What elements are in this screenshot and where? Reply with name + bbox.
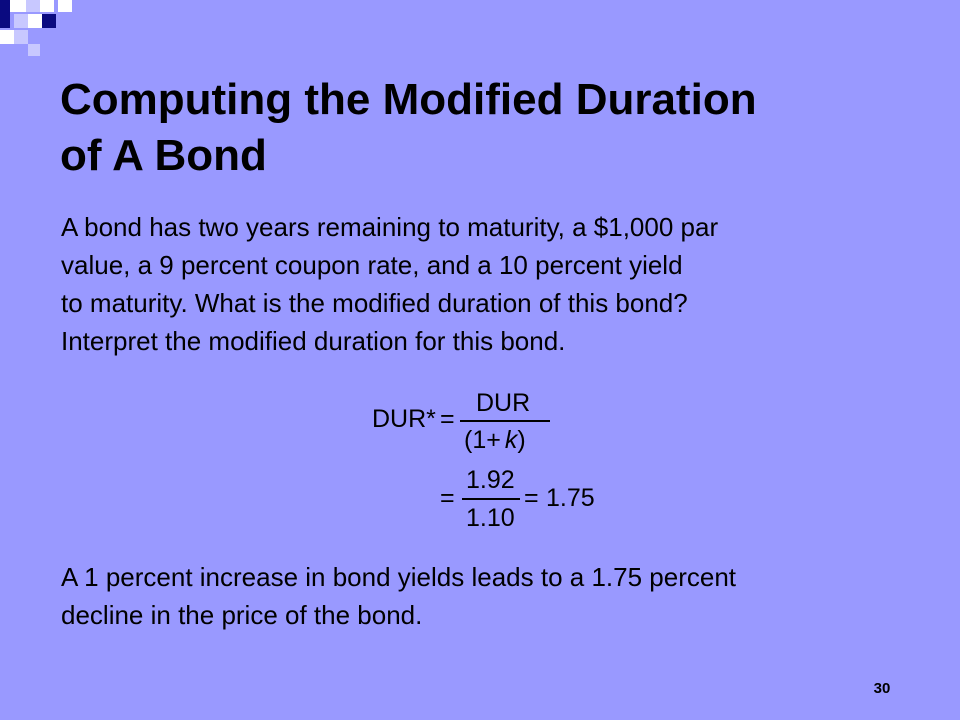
corner-square — [14, 30, 28, 44]
fraction-bar — [460, 420, 550, 422]
corner-square — [28, 44, 40, 56]
formula-numerator: DUR — [476, 389, 531, 417]
modified-duration-formula — [360, 385, 620, 535]
question-line: value, a 9 percent coupon rate, and a 10 percent yield — [61, 250, 683, 280]
formula-lhs: DUR* — [372, 405, 436, 433]
formula-equals-2: = — [440, 484, 455, 512]
corner-square — [0, 0, 10, 28]
denominator-close: ) — [517, 426, 526, 454]
formula-equals-3: = — [524, 484, 539, 512]
question-line: to maturity. What is the modified duration of this bond? — [61, 288, 688, 318]
answer-line: decline in the price of the bond. — [61, 600, 423, 630]
corner-square — [10, 0, 26, 12]
corner-square — [0, 30, 14, 44]
question-text — [61, 208, 921, 360]
title-line: of A Bond — [60, 131, 267, 180]
question-line: Interpret the modified duration for this bond. — [61, 326, 566, 356]
formula-denominator — [464, 426, 526, 454]
denominator-variable: k — [504, 426, 518, 454]
corner-square — [40, 0, 54, 12]
corner-decoration — [0, 0, 960, 60]
title-line: Computing the Modified Duration — [60, 75, 757, 124]
step-numerator: 1.92 — [466, 466, 515, 494]
question-line: A bond has two years remaining to maturity, a $1,000 par — [61, 212, 719, 242]
page-number: 30 — [873, 680, 891, 697]
slide-title — [60, 72, 940, 184]
answer-line: A 1 percent increase in bond yields leads to a 1.75 percent — [61, 562, 736, 592]
denominator-open: (1+ — [464, 426, 501, 454]
formula-equals: = — [440, 405, 455, 433]
corner-square — [14, 14, 28, 28]
answer-text — [61, 558, 921, 634]
step-denominator: 1.10 — [466, 504, 515, 532]
fraction-bar-2 — [462, 498, 520, 500]
corner-square — [26, 0, 40, 12]
corner-square — [28, 14, 42, 28]
corner-square — [42, 14, 56, 28]
corner-square — [58, 0, 72, 12]
formula-result: 1.75 — [546, 484, 595, 512]
